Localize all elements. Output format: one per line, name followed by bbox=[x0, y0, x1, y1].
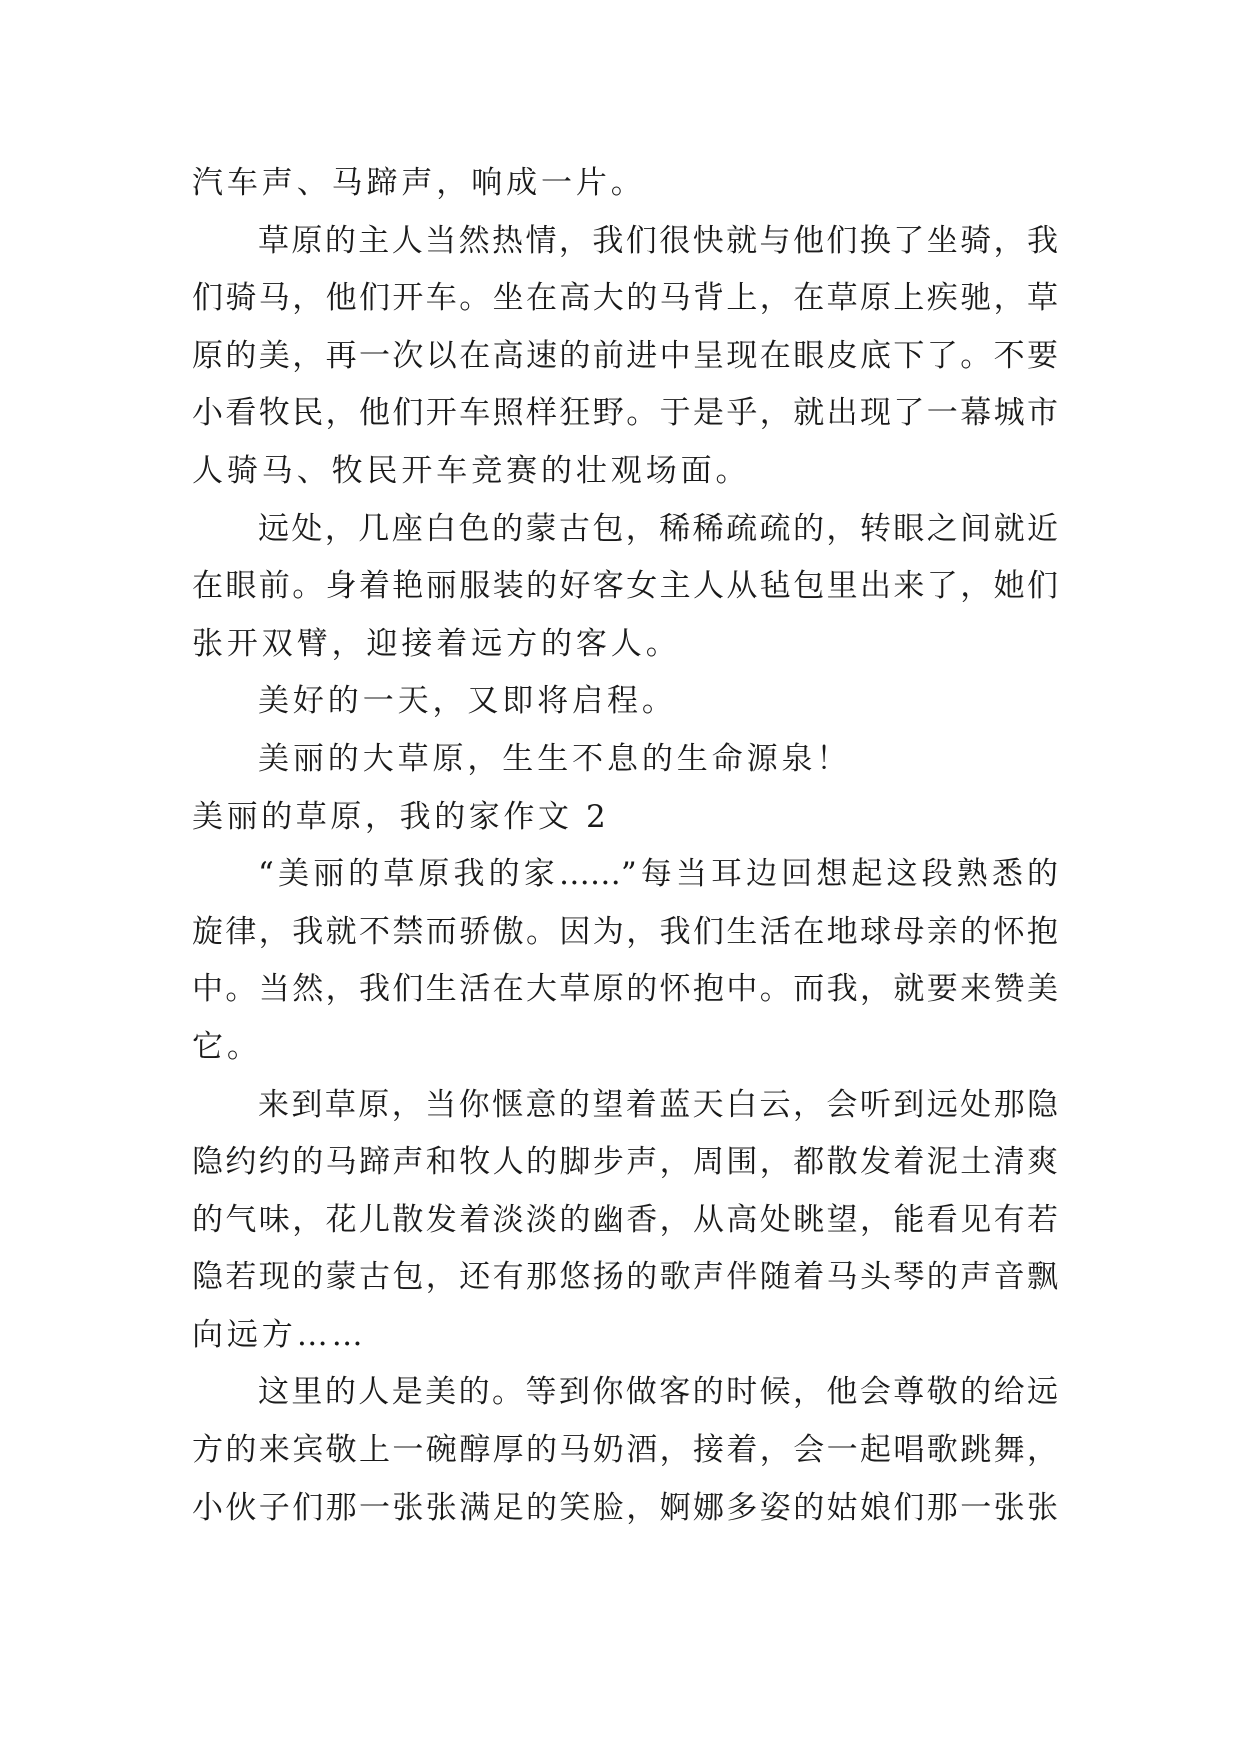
text-line: 方的来宾敬上一碗醇厚的马奶酒，接着，会一起唱歌跳舞， bbox=[192, 1432, 1058, 1469]
text-line: 小看牧民，他们开车照样狂野。于是乎，就出现了一幕城市 bbox=[192, 395, 1058, 432]
text-line: 们骑马，他们开车。坐在高大的马背上，在草原上疾驰，草 bbox=[192, 280, 1058, 317]
text-line: 人骑马、牧民开车竞赛的壮观场面。 bbox=[192, 452, 751, 489]
text-line: 的气味，花儿散发着淡淡的幽香，从高处眺望，能看见有若 bbox=[192, 1201, 1058, 1238]
text-line: 隐约约的马蹄声和牧人的脚步声，周围，都散发着泥土清爽 bbox=[192, 1144, 1058, 1181]
text-line: 来到草原，当你惬意的望着蓝天白云，会听到远处那隐 bbox=[258, 1086, 1058, 1123]
text-line: 旋律，我就不禁而骄傲。因为，我们生活在地球母亲的怀抱 bbox=[192, 913, 1058, 950]
text-line: 草原的主人当然热情，我们很快就与他们换了坐骑，我 bbox=[258, 222, 1058, 259]
document-body bbox=[192, 155, 1058, 1537]
text-line: 它。 bbox=[192, 1028, 262, 1065]
text-line: 原的美，再一次以在高速的前进中呈现在眼皮底下了。不要 bbox=[192, 337, 1058, 374]
text-line: 隐若现的蒙古包，还有那悠扬的歌声伴随着马头琴的声音飘 bbox=[192, 1259, 1058, 1296]
text-line: 向远方…… bbox=[192, 1316, 367, 1353]
text-line: 美丽的大草原，生生不息的生命源泉！ bbox=[258, 740, 852, 777]
text-line: 在眼前。身着艳丽服装的好客女主人从毡包里出来了，她们 bbox=[192, 568, 1058, 605]
text-line: 张开双臂，迎接着远方的客人。 bbox=[192, 625, 681, 662]
section-heading: 美丽的草原，我的家作文 2 bbox=[192, 798, 610, 835]
text-line: 美好的一天，又即将启程。 bbox=[258, 683, 677, 720]
text-line: 远处，几座白色的蒙古包，稀稀疏疏的，转眼之间就近 bbox=[258, 510, 1058, 547]
text-line: 这里的人是美的。等到你做客的时候，他会尊敬的给远 bbox=[258, 1374, 1058, 1411]
text-line: “美丽的草原我的家……”每当耳边回想起这段熟悉的 bbox=[258, 856, 1058, 893]
text-line: 中。当然，我们生活在大草原的怀抱中。而我，就要来赞美 bbox=[192, 971, 1058, 1008]
text-line: 小伙子们那一张张满足的笑脸，婀娜多姿的姑娘们那一张张 bbox=[192, 1489, 1058, 1526]
text-line: 汽车声、马蹄声，响成一片。 bbox=[192, 165, 646, 201]
